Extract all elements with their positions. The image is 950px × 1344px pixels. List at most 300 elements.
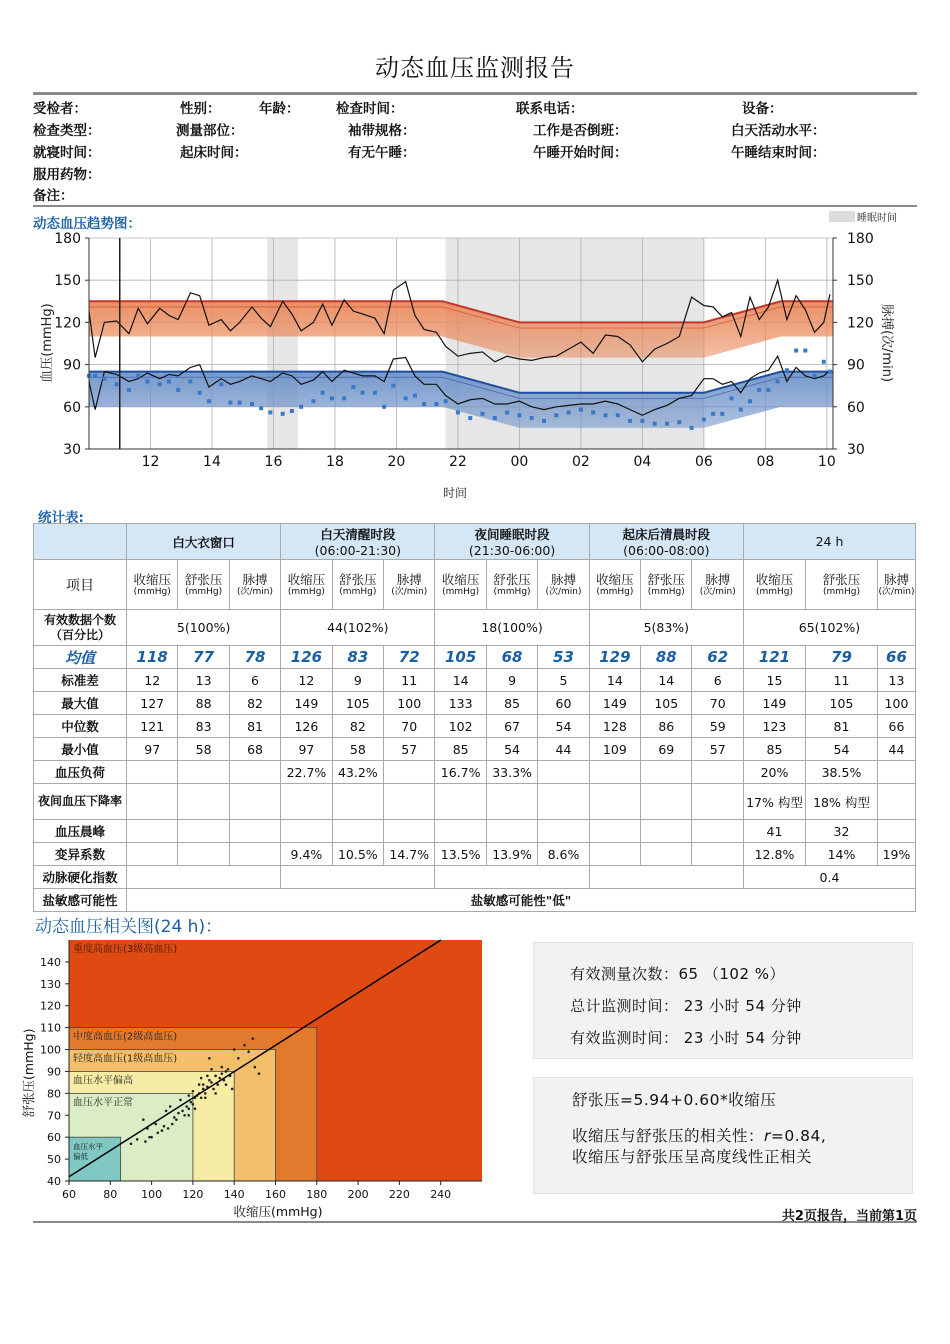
pulse-point [219,382,223,386]
stats-cell: 128 [589,715,640,738]
stats-cell: 17% 构型 [743,784,805,820]
scatter-x-tick: 220 [388,1188,410,1201]
stats-cell: 5 [538,669,589,692]
pulse-point [542,419,546,423]
correlation-line: 收缩压与舒张压的相关性：r=0.84, [572,1127,827,1145]
stats-cell [692,820,744,843]
bp-zone-label-1: 中度高血压(2级高血压) [73,1031,178,1043]
stats-cell: 123 [743,715,805,738]
scatter-point [227,1068,230,1071]
stats-cell [692,843,744,866]
info-nap: 有无午睡： [348,145,416,161]
stats-cell: 12.8% [743,843,805,866]
scatter-point [237,1057,240,1060]
stats-cell: 32 [805,820,877,843]
scatter-x-tick: 80 [103,1188,118,1201]
stats-cell: 83 [178,715,229,738]
scatter-point [198,1083,201,1086]
stats-cell: 105 [805,692,877,715]
pulse-point [757,388,761,392]
stats-row-label: 变异系数 [34,843,127,866]
stats-row [34,646,916,669]
scatter-x-label: 收缩压(mmHg) [233,1204,323,1219]
scatter-y-tick: 60 [47,1131,61,1145]
pulse-point [776,379,780,383]
pulse-point [748,399,752,403]
group-night: 夜间睡眠时段 (21:30-06:00) [435,524,589,560]
stats-cell [692,761,744,784]
stats-row [34,784,916,820]
stats-cell: 54 [805,738,877,761]
scatter-point [243,1044,246,1047]
x-tick: 12 [141,454,160,470]
sleep-legend-label: 睡眠时间 [857,213,897,224]
stats-cell: 97 [127,738,178,761]
pulse-point [530,416,534,420]
scatter-point [208,1057,211,1060]
info-notes: 备注： [33,188,74,204]
stats-cell [877,761,915,784]
scatter-x-tick: 140 [223,1188,245,1201]
stats-cell: 109 [589,738,640,761]
pulse-point [803,349,807,353]
scatter-point [200,1077,203,1080]
stats-cell: 66 [877,715,915,738]
stats-cell: 85 [486,692,537,715]
stats-cell: 12 [281,669,332,692]
scatter-point [175,1118,178,1121]
group-whitecoat: 白大衣窗口 [127,524,281,560]
scatter-point [225,1083,228,1086]
pulse-point [330,396,334,400]
stats-cell [332,820,383,843]
stats-cell: 105 [332,692,383,715]
stats-cell: 66 [877,646,915,669]
pulse-point [198,391,202,395]
info-shift: 工作是否倒班： [533,123,628,139]
scatter-point [187,1107,190,1110]
stats-cell: 62 [692,646,744,669]
param-header-4-2: 脉搏 (次/min) [877,560,915,610]
stats-cell: 6 [692,669,744,692]
stats-cell: 149 [743,692,805,715]
valid-morning: 5(83%) [589,610,743,646]
stats-row-label: 血压晨峰 [34,820,127,843]
stats-cell: 20% [743,761,805,784]
pulse-point [145,379,149,383]
pulse-point [481,412,485,416]
scatter-point [148,1136,151,1139]
param-header-4-0: 收缩压 (mmHg) [743,560,805,610]
pulse-point [250,402,254,406]
stats-cell: 13.5% [435,843,486,866]
pulse-point [373,391,377,395]
pulse-point [228,401,232,405]
scatter-point [233,1048,236,1051]
valid-day: 44(102%) [281,610,435,646]
stats-cell [692,784,744,820]
scatter-y-label: 舒张压(mmHg) [21,1028,36,1118]
x-tick: 08 [756,454,775,470]
scatter-point [177,1112,180,1115]
param-header-0-1: 舒张压 (mmHg) [178,560,229,610]
stats-cell: 69 [641,738,692,761]
pulse-point [361,391,365,395]
scatter-y-tick: 100 [40,1043,61,1057]
param-header-2-0: 收缩压 (mmHg) [435,560,486,610]
stats-row [34,669,916,692]
pulse-point [720,412,724,416]
scatter-y-tick: 120 [40,999,61,1013]
stats-row [34,761,916,784]
pulse-point [391,384,395,388]
stats-cell: 81 [229,715,280,738]
x-tick: 04 [633,454,652,470]
stats-cell: 13.9% [486,843,537,866]
correlation-chart [0,935,500,1225]
pulse-point [351,385,355,389]
stats-cell: 68 [229,738,280,761]
stats-row [34,715,916,738]
stats-cell: 72 [384,646,435,669]
stats-cell [538,784,589,820]
group-morning: 起床后清晨时段 (06:00-08:00) [589,524,743,560]
scatter-point [214,1092,217,1095]
stats-row [34,820,916,843]
pulse-point [493,416,497,420]
stats-heading: 统计表: [38,510,84,526]
stats-row-label: 最大值 [34,692,127,715]
stats-cell [178,761,229,784]
param-header-2-1: 舒张压 (mmHg) [486,560,537,610]
y-tick-left: 180 [54,231,81,247]
scatter-point [204,1096,207,1099]
scatter-point [163,1125,166,1128]
stats-cell: 105 [435,646,486,669]
stats-cell: 18% 构型 [805,784,877,820]
stats-cell [486,820,537,843]
stats-cell [281,784,332,820]
pulse-point [766,388,770,392]
stats-cell: 129 [589,646,640,669]
valid-count-line: 有效测量次数：65 （102 %） [570,965,786,983]
stats-cell: 9 [486,669,537,692]
param-header-1-2: 脉搏 (次/min) [384,560,435,610]
stats-cell: 9.4% [281,843,332,866]
pulse-point [711,412,715,416]
stats-cell: 149 [281,692,332,715]
stats-cell [229,761,280,784]
stats-cell [641,843,692,866]
stats-row-label: 标准差 [34,669,127,692]
scatter-y-tick: 140 [40,955,61,969]
salt-label: 盐敏感可能性 [34,889,127,912]
stats-cell: 121 [743,646,805,669]
x-tick: 10 [817,454,836,470]
stats-cell [127,843,178,866]
y-axis-right-label: 脉搏(次/min) [879,303,894,383]
pulse-point [505,410,509,414]
scatter-point [247,1050,250,1053]
stats-row [34,692,916,715]
pulse-point [102,377,106,381]
total-time-line: 总计监测时间： 23 小时 54 分钟 [570,997,802,1015]
valid-24h: 65(102%) [743,610,915,646]
trend-chart [0,206,950,506]
stats-cell: 15 [743,669,805,692]
pulse-point [468,416,472,420]
scatter-point [192,1103,195,1106]
scatter-point [171,1123,174,1126]
stats-cell: 13 [178,669,229,692]
stats-cell [384,820,435,843]
info-nap-start: 午睡开始时间： [533,145,628,161]
param-header-3-0: 收缩压 (mmHg) [589,560,640,610]
pulse-point [690,426,694,430]
stats-cell: 38.5% [805,761,877,784]
stats-cell: 13 [877,669,915,692]
pulse-point [321,391,325,395]
pulse-point [188,379,192,383]
stats-cell: 118 [127,646,178,669]
x-tick: 20 [387,454,406,470]
param-header-3-1: 舒张压 (mmHg) [641,560,692,610]
scatter-point [165,1110,168,1113]
stats-cell: 133 [435,692,486,715]
pulse-point [444,399,448,403]
y-tick-right: 120 [847,315,874,332]
info-device: 设备： [742,101,783,117]
scatter-point [251,1037,254,1040]
stats-cell [384,784,435,820]
pulse-point [640,419,644,423]
stats-cell: 41 [743,820,805,843]
stats-cell [877,820,915,843]
stats-row-label: 血压负荷 [34,761,127,784]
scatter-point [185,1105,188,1108]
stiffness-value: 0.4 [743,866,915,889]
stats-cell: 11 [805,669,877,692]
stats-cell [178,784,229,820]
stats-cell: 14 [641,669,692,692]
stats-cell [538,761,589,784]
pulse-point [176,388,180,392]
stats-cell: 149 [589,692,640,715]
salt-value: 盐敏感可能性"低" [127,889,916,912]
pulse-point [730,396,734,400]
pulse-point [794,349,798,353]
pulse-point [456,410,460,414]
pulse-point [828,370,832,374]
pulse-point [517,413,521,417]
stats-cell: 19% [877,843,915,866]
pulse-point [311,399,315,403]
page-footer: 共2页报告，当前第1页 [781,1209,917,1224]
scatter-x-tick: 60 [62,1188,76,1201]
stats-cell: 59 [692,715,744,738]
scatter-y-tick: 90 [47,1065,61,1079]
pulse-point [281,412,285,416]
correlation-heading: 动态血压相关图(24 h)： [35,917,223,937]
stats-cell [486,784,537,820]
stats-param-header-row [34,560,916,610]
scatter-point [206,1075,209,1078]
x-tick: 14 [203,454,221,470]
stats-cell [281,820,332,843]
y-tick-right: 60 [847,399,865,416]
stats-cell: 33.3% [486,761,537,784]
scatter-point [190,1101,193,1104]
stats-cell [229,843,280,866]
valid-label: 有效数据个数（百分比） [34,610,127,646]
trend-heading: 动态血压趋势图： [33,216,141,232]
scatter-point [130,1142,133,1145]
pulse-point [603,413,607,417]
pulse-point [167,379,171,383]
stats-cell: 79 [805,646,877,669]
pulse-point [404,396,408,400]
stats-row-label: 均值 [34,646,127,669]
stats-cell [384,761,435,784]
pulse-point [93,374,97,378]
scatter-point [173,1116,176,1119]
scatter-x-tick: 160 [265,1188,286,1201]
measurement-summary-box [533,942,913,1059]
stats-cell: 58 [178,738,229,761]
pulse-point [422,402,426,406]
y-axis-left-label: 血压(mmHg) [40,303,55,383]
scatter-y-tick: 80 [47,1087,61,1101]
stats-cell: 22.7% [281,761,332,784]
stats-cell [435,784,486,820]
param-header-0-2: 脉搏 (次/min) [229,560,280,610]
scatter-point [179,1099,182,1102]
y-tick-left: 150 [54,273,81,290]
sleep-shading [267,238,298,449]
scatter-point [212,1088,215,1091]
param-header-1-0: 收缩压 (mmHg) [281,560,332,610]
scatter-point [144,1140,147,1143]
stats-cell: 70 [692,692,744,715]
pulse-point [299,405,303,409]
stats-row-label: 最小值 [34,738,127,761]
stats-cell [589,843,640,866]
info-wake-time: 起床时间： [180,145,248,161]
scatter-point [156,1132,159,1135]
stats-cell: 100 [877,692,915,715]
scatter-point [210,1068,213,1071]
pulse-point [554,413,558,417]
scatter-point [154,1123,157,1126]
pulse-point [813,374,817,378]
stats-cell [538,820,589,843]
stats-table [33,523,916,912]
regression-equation: 舒张压=5.94+0.60*收缩压 [572,1091,777,1109]
stats-cell: 16.7% [435,761,486,784]
stats-cell: 85 [435,738,486,761]
info-gender: 性别： [180,101,221,117]
stats-row [34,738,916,761]
x-axis-label: 时间 [442,486,468,500]
stats-cell: 14% [805,843,877,866]
scatter-point [161,1129,164,1132]
pulse-point [822,360,826,364]
stats-cell [589,761,640,784]
info-patient: 受检者： [33,101,87,117]
pulse-point [616,413,620,417]
scatter-point [218,1077,221,1080]
page-title: 动态血压监测报告 [375,54,575,82]
stats-cell: 14 [435,669,486,692]
info-activity: 白天活动水平： [731,123,826,139]
pulse-point [579,408,583,412]
stats-cell: 14.7% [384,843,435,866]
stats-cell: 105 [641,692,692,715]
stats-cell: 82 [332,715,383,738]
stats-cell: 57 [384,738,435,761]
pulse-point [115,382,119,386]
stats-cell: 88 [641,646,692,669]
x-tick: 02 [571,454,590,470]
valid-night: 18(100%) [435,610,589,646]
info-cuff: 袖带规格： [348,123,416,139]
pulse-point [739,408,743,412]
stats-cell [127,820,178,843]
y-tick-left: 120 [54,315,81,332]
scatter-point [208,1079,211,1082]
sleep-legend-swatch [829,211,855,222]
valid-time-line: 有效监测时间： 23 小时 54 分钟 [570,1029,802,1047]
bp-zone-label-4: 血压水平正常 [73,1097,133,1109]
stats-cell: 127 [127,692,178,715]
stats-cell: 81 [805,715,877,738]
pulse-point [567,410,571,414]
stats-row-label: 夜间血压下降率 [34,784,127,820]
stats-cell [127,761,178,784]
y-tick-right: 90 [847,357,865,374]
pulse-point [413,394,417,398]
scatter-x-tick: 120 [182,1188,204,1201]
stats-cell: 6 [229,669,280,692]
stats-cell [877,784,915,820]
stats-cell [589,820,640,843]
correlation-conclusion: 收缩压与舒张压呈高度线性正相关 [572,1148,813,1166]
stats-cell: 54 [538,715,589,738]
x-tick: 00 [510,454,529,470]
stiffness-label: 动脉硬化指数 [34,866,127,889]
scatter-point [225,1070,228,1073]
scatter-point [194,1107,197,1110]
stats-cell [178,843,229,866]
pulse-point [290,409,294,413]
scatter-point [169,1105,172,1108]
x-tick: 06 [694,454,713,470]
stats-cell: 57 [692,738,744,761]
scatter-y-tick: 40 [47,1175,61,1188]
valid-whitecoat: 5(100%) [127,610,281,646]
param-header-4-1: 舒张压 (mmHg) [805,560,877,610]
stats-cell: 14 [589,669,640,692]
info-age: 年龄： [259,101,300,117]
scatter-y-tick: 130 [40,977,61,991]
bp-zone-label-2: 轻度高血压(1级高血压) [73,1053,178,1065]
stats-cell: 43.2% [332,761,383,784]
stats-cell: 88 [178,692,229,715]
pulse-point [342,396,346,400]
scatter-point [258,1072,261,1075]
bp-zone-label-0: 重度高血压(3级高血压) [73,944,178,955]
stats-cell: 86 [641,715,692,738]
